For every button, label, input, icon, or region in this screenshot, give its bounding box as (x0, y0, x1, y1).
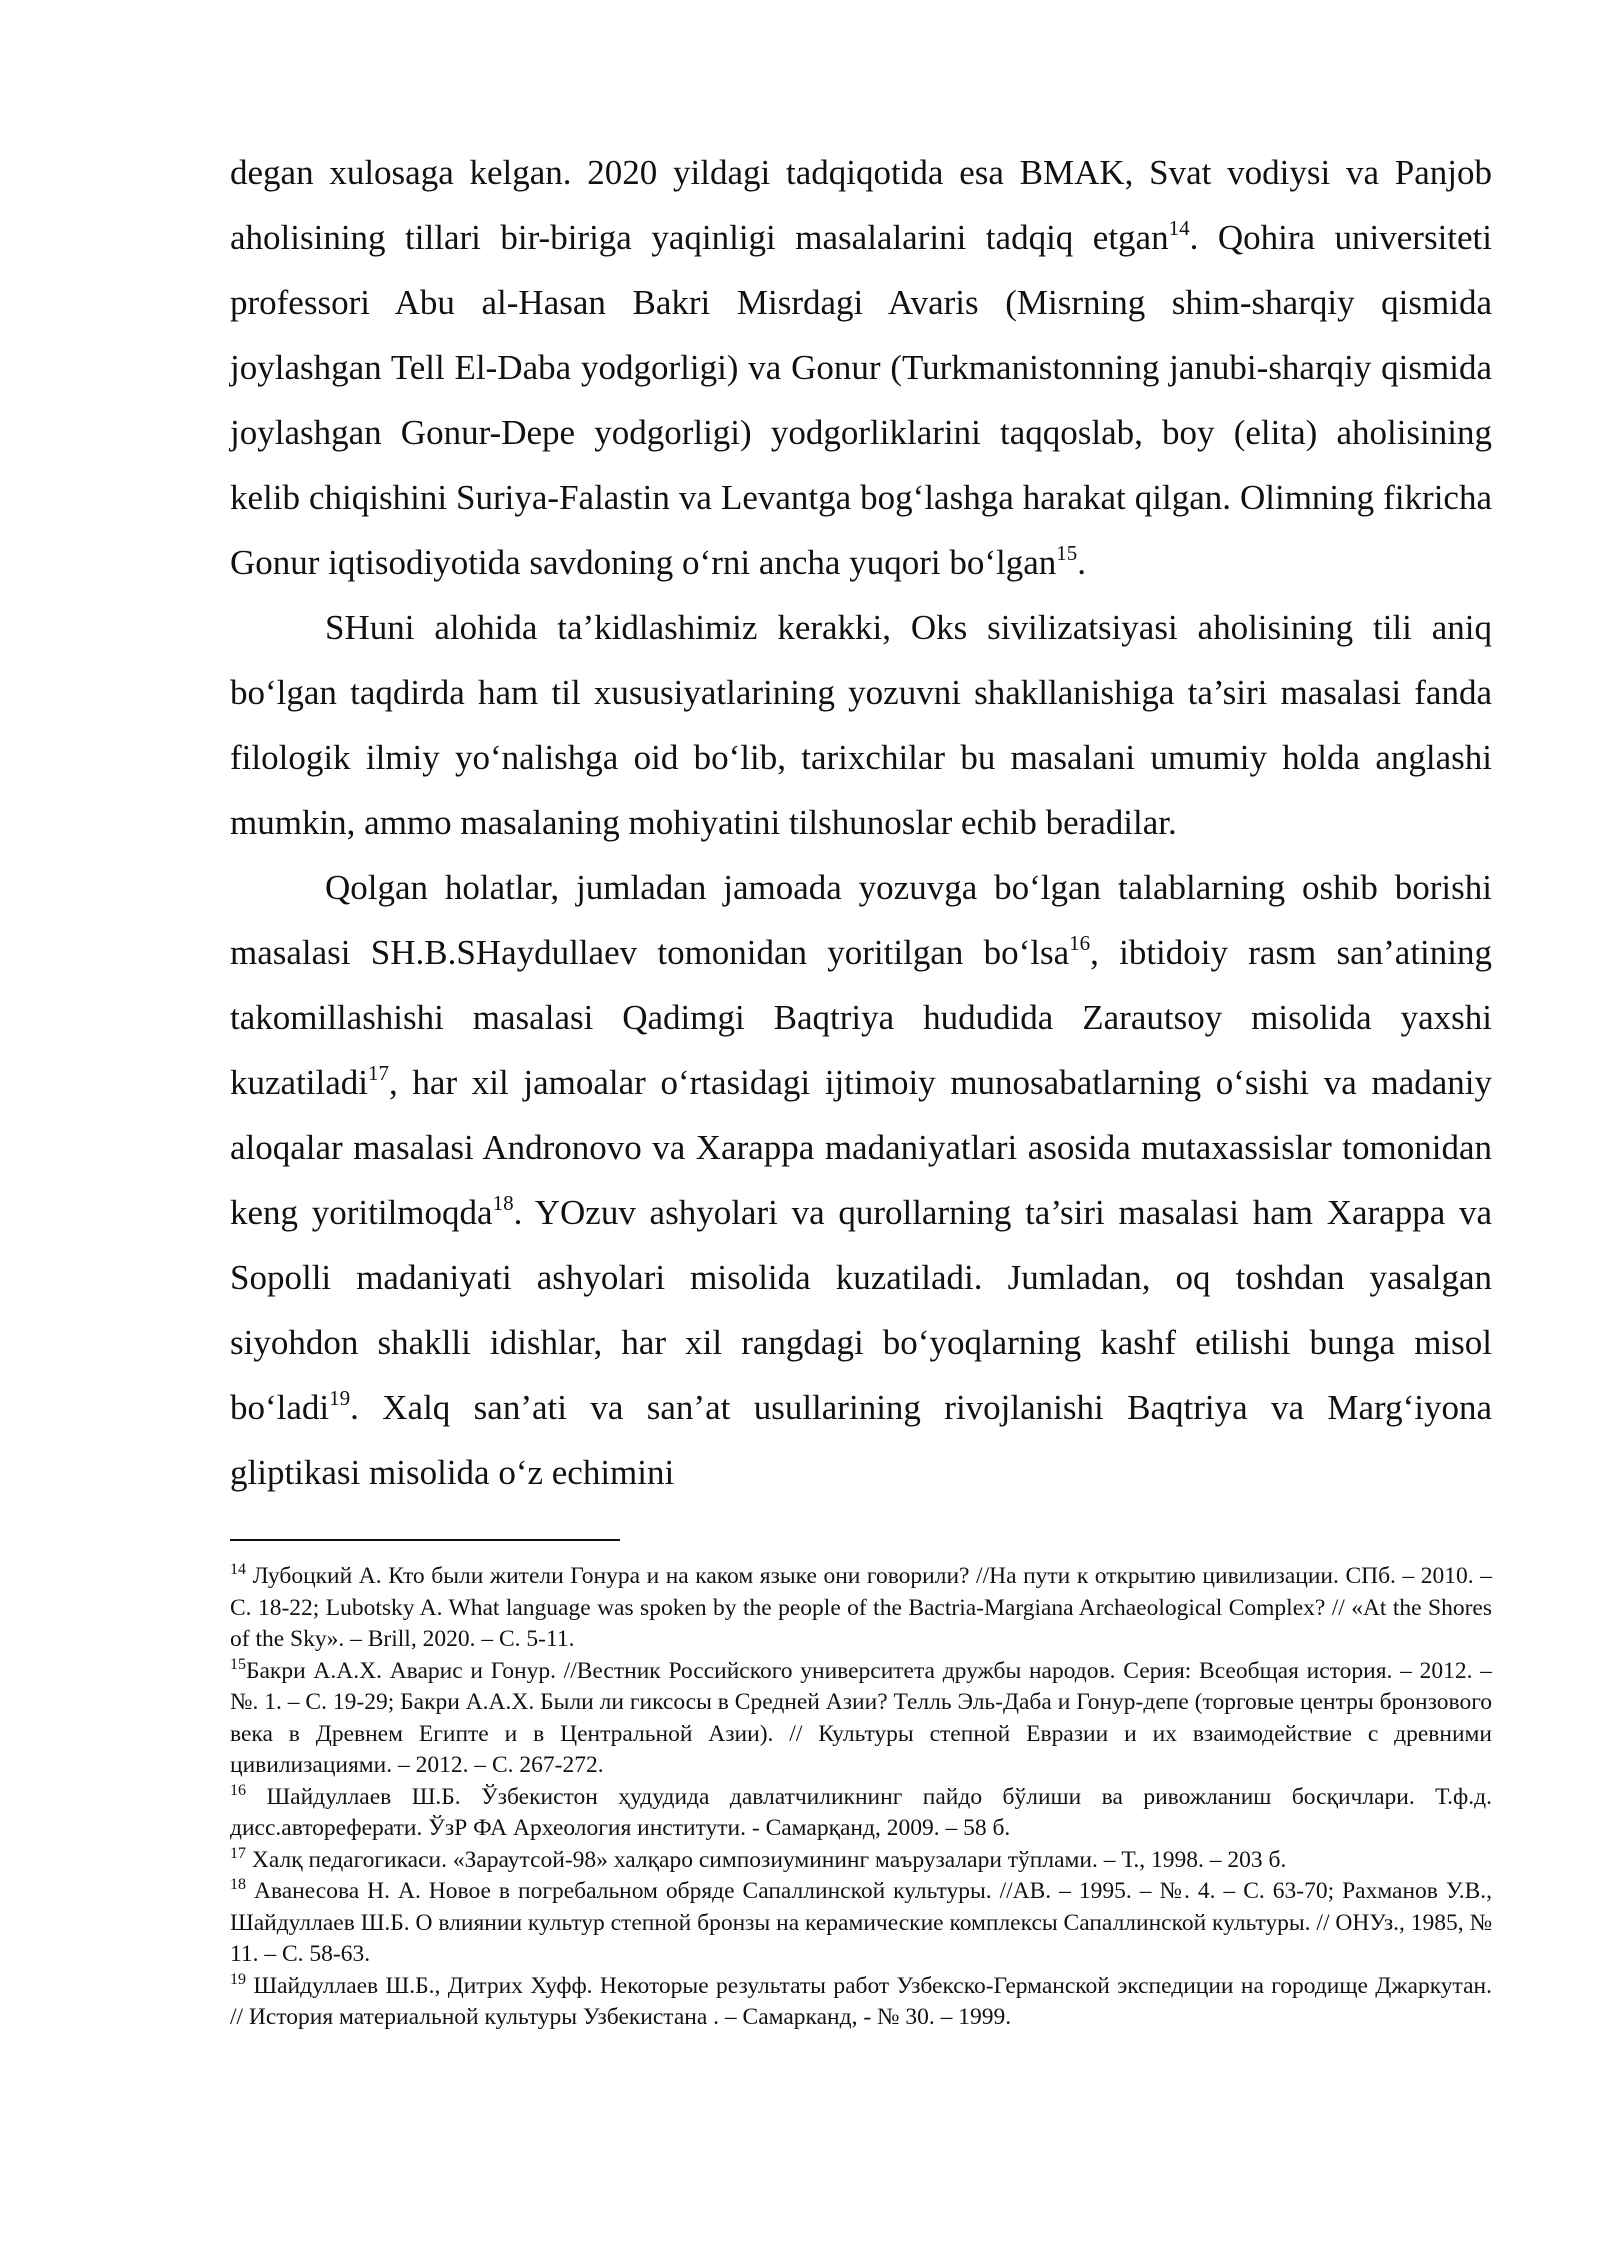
footnote-19 (230, 1971, 1492, 2034)
paragraph-1: degan xulosaga kelgan. 2020 yildagi tadqiqotida esa BMAK, Svat vodiysi va Panjob aholisining tillari bir-biriga yaqinligi masalalarini tadqiq etgan$^{14}$. Qohira universiteti professori Abu al-Hasan Bakri Misrdagi Avaris (Misrning shim-sharqiy qismida joylashgan Tell El-Daba yodgorligi) va Gonur (Turkmanistonning janubi-sharqiy qismida joylashgan Gonur-Depe yodgorligi) yodgorliklarini taqqoslab, boy (elita) aholisining kelib chiqishini Suriya-Falastin va Levantga bog‘lashga harakat qilgan. Olimning fikricha Gonur iqtisodiyotida savdoning o‘rni ancha yuqori bo‘lgan$^{15}$. (230, 153, 1493, 582)
footnote-16 (230, 1782, 1492, 1845)
footnote-text: Халқ педагогикаси. «Зараутсой-98» халқаро симпозиумининг маърузалари тўплами. – Т., 1998. – 203 б. (246, 1846, 1287, 1873)
body-text (230, 140, 1492, 1505)
footnote-number: 19 (230, 1970, 246, 1988)
paragraph-2: SHuni alohida ta’kidlashimiz kerakki, Oks sivilizatsiyasi aholisining tili aniq bo‘lgan taqdirda ham til xususiyatlarining yozuvni shakllanishiga ta’siri masalasi fanda filologik ilmiy yo‘nalishga oid bo‘lib, tarixchilar bu masalani umumiy holda anglashi mumkin, ammo masalaning mohiyatini tilshunoslar echib beradilar. (230, 608, 1492, 842)
footnote-number: 15 (230, 1655, 246, 1673)
footnote-ref-14[interactable]: 14 (1168, 216, 1190, 240)
footnote-number: 18 (230, 1876, 246, 1893)
footnote-14 (230, 1561, 1492, 1656)
footnote-number: 17 (230, 1844, 246, 1862)
footnotes (230, 1561, 1492, 2034)
footnote-separator (230, 1539, 620, 1541)
footnote-ref-17[interactable]: 17 (368, 1061, 390, 1085)
footnote-text: Аванесова Н. А. Новое в погребальном обряде Сапаллинской культуры. //АВ. – 1995. – №. 4. – С. 63-70; Рахманов У.В., Шайдуллаев Ш.Б. О влиянии культур степной бронзы на керамические комплексы Сапаллинской культуры. // ОНУз., 1985, № 11. – С. 58-63. (230, 1878, 1492, 1967)
footnote-number: 14 (230, 1561, 246, 1578)
paragraph-3: Qolgan holatlar, jumladan jamoada yozuvga bo‘lgan talablarning oshib borishi masalasi SH.B.SHaydullaev tomonidan yoritilgan bo‘lsa$^{16}$, ibtidoiy rasm san’atining takomillashishi masalasi Qadimgi Baqtriya hududida Zarautsoy misolida yaxshi kuzatiladi$^{17}$, har xil jamoalar o‘rtasidagi ijtimoiy munosabatlarning o‘sishi va madaniy aloqalar masalasi Andronovo va Xarappa madaniyatlari asosida mutaxassislar tomonidan keng yoritilmoqda$^{18}$. YOzuv ashyolari va qurollarning ta’siri masalasi ham Xarappa va Sopolli madaniyati ashyolari misolida kuzatiladi. Jumladan, oq toshdan yasalgan siyohdon shaklli idishlar, har xil rangdagi bo‘yoqlarning kashf etilishi bunga misol bo‘ladi$^{19}$. Xalq san’ati va san’at usullarining rivojlanishi Baqtriya va Marg‘iyona gliptikasi misolida o‘z echimini (230, 868, 1492, 1492)
footnote-17 (230, 1845, 1492, 1877)
footnote-18 (230, 1876, 1492, 1971)
footnote-text: Бакри А.А.Х. Аварис и Гонур. //Вестник Российского университета дружбы народов. Серия: Всеобщая история. – 2012. – №. 1. – С. 19-29; Бакри А.А.Х. Были ли гиксосы в Средней Азии? Телль Эль-Даба и Гонур-депе (торговые центры бронзового века в Древнем Египте и в Центральной Азии). // Культуры степной Евразии и их взаимодействие с древними цивилизациями. – 2012. – С. 267-272. (230, 1657, 1492, 1778)
footnote-text: Шайдуллаев Ш.Б. Ўзбекистон ҳудудида давлатчиликнинг пайдо бўлиши ва ривожланиш босқичлари. Т.ф.д. дисс.автореферати. ЎзР ФА Археология институти. - Самарқанд, 2009. – 58 б. (230, 1783, 1492, 1841)
footnote-ref-18[interactable]: 18 (492, 1191, 514, 1215)
footnote-ref-15[interactable]: 15 (1056, 541, 1078, 565)
footnote-text: Шайдуллаев Ш.Б., Дитрих Хуфф. Некоторые результаты работ Узбекско-Германской экспедиции на городище Джаркутан. // История материальной культуры Узбекистана . – Самарканд, - № 30. – 1999. (230, 1972, 1492, 2030)
footnote-ref-16[interactable]: 16 (1069, 931, 1091, 955)
footnote-number: 16 (230, 1781, 246, 1799)
footnote-15 (230, 1656, 1492, 1782)
footnote-text: Лубоцкий А. Кто были жители Гонура и на каком языке они говорили? //На пути к открытию цивилизации. СПб. – 2010. – С. 18-22; Lubotsky A. What language was spoken by the people of the Bactria-Margiana Archaeological Complex? // «At the Shores of the Sky». – Brill, 2020. – C. 5-11. (230, 1563, 1492, 1652)
footnote-ref-19[interactable]: 19 (329, 1386, 351, 1410)
document-page (230, 140, 1492, 2034)
